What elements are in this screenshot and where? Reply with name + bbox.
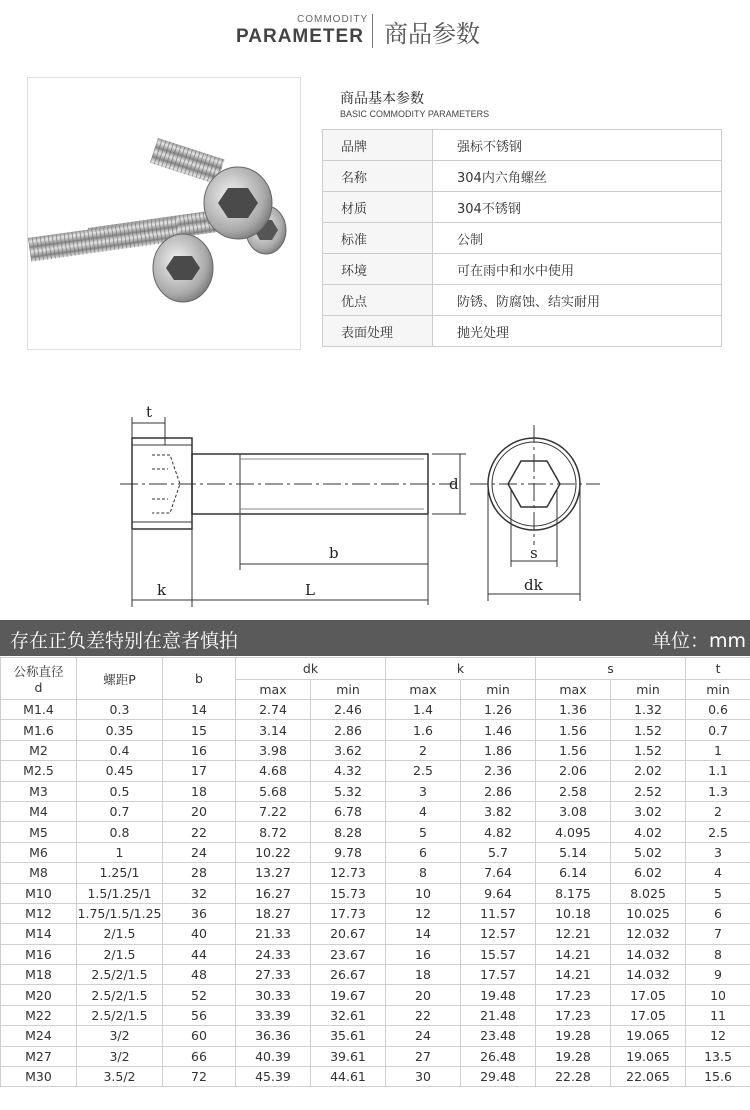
- table-cell: M8: [1, 863, 77, 883]
- table-row: [1, 740, 750, 760]
- table-cell: 3.02: [611, 801, 686, 821]
- table-cell: 0.6: [686, 700, 750, 720]
- table-cell: 52: [163, 985, 236, 1005]
- table-cell: 3: [386, 781, 461, 801]
- table-cell: 12.57: [461, 924, 536, 944]
- basic-param-value: 304内六角螺丝: [433, 161, 722, 192]
- basic-param-value: 抛光处理: [433, 316, 722, 347]
- basic-param-key: 优点: [323, 285, 433, 316]
- table-cell: 32.61: [311, 1005, 386, 1025]
- header-cn-title: 商品参数: [384, 20, 480, 48]
- table-cell: 12.73: [311, 863, 386, 883]
- basic-param-value: 防锈、防腐蚀、结实耐用: [433, 285, 722, 316]
- table-cell: 22: [386, 1005, 461, 1025]
- table-cell: 18.27: [236, 903, 311, 923]
- table-cell: 4.68: [236, 761, 311, 781]
- table-cell: 1.25/1: [77, 863, 163, 883]
- table-cell: M10: [1, 883, 77, 903]
- table-cell: 1.1: [686, 761, 750, 781]
- table-cell: 1.32: [611, 700, 686, 720]
- table-cell: 8.175: [536, 883, 611, 903]
- table-cell: 6.02: [611, 863, 686, 883]
- table-cell: 15.73: [311, 883, 386, 903]
- table-cell: 22.28: [536, 1067, 611, 1087]
- table-cell: M18: [1, 965, 77, 985]
- table-row: [1, 944, 750, 964]
- table-cell: 1.56: [536, 740, 611, 760]
- table-cell: 0.7: [77, 801, 163, 821]
- table-cell: 4.02: [611, 822, 686, 842]
- header-en-title: PARAMETER: [236, 26, 364, 47]
- dim-label-d: d: [449, 475, 459, 493]
- table-cell: 18: [386, 965, 461, 985]
- table-cell: 1: [686, 740, 750, 760]
- table-row: [1, 924, 750, 944]
- dim-label-dk: dk: [524, 576, 543, 594]
- table-cell: 10.22: [236, 842, 311, 862]
- dim-label-s: s: [530, 544, 538, 562]
- basic-param-row: [323, 192, 722, 223]
- table-row: [1, 720, 750, 740]
- table-cell: 40: [163, 924, 236, 944]
- table-cell: 24: [163, 842, 236, 862]
- table-cell: 26.48: [461, 1046, 536, 1066]
- table-cell: 8.72: [236, 822, 311, 842]
- col-s-max: max: [536, 680, 611, 700]
- table-cell: 21.33: [236, 924, 311, 944]
- table-cell: 7.64: [461, 863, 536, 883]
- table-cell: 12: [686, 1026, 750, 1046]
- table-row: [1, 822, 750, 842]
- table-cell: 19.48: [461, 985, 536, 1005]
- basic-param-key: 材质: [323, 192, 433, 223]
- table-row: [1, 1005, 750, 1025]
- table-cell: 16.27: [236, 883, 311, 903]
- table-cell: 1.4: [386, 700, 461, 720]
- table-cell: 3/2: [77, 1026, 163, 1046]
- table-cell: 24: [386, 1026, 461, 1046]
- table-cell: 3.14: [236, 720, 311, 740]
- table-row: [1, 1067, 750, 1087]
- table-cell: 24.33: [236, 944, 311, 964]
- basic-param-value: 公制: [433, 223, 722, 254]
- table-cell: 2.5/2/1.5: [77, 1005, 163, 1025]
- table-cell: M5: [1, 822, 77, 842]
- table-cell: 1.3: [686, 781, 750, 801]
- table-cell: 1.5/1.25/1: [77, 883, 163, 903]
- table-cell: 5.68: [236, 781, 311, 801]
- table-cell: 3/2: [77, 1046, 163, 1066]
- table-cell: 14.032: [611, 965, 686, 985]
- table-cell: 18: [163, 781, 236, 801]
- table-cell: 56: [163, 1005, 236, 1025]
- table-cell: 12: [386, 903, 461, 923]
- basic-param-value: 强标不锈钢: [433, 130, 722, 161]
- table-cell: 2.5: [686, 822, 750, 842]
- table-cell: 60: [163, 1026, 236, 1046]
- table-cell: 30.33: [236, 985, 311, 1005]
- table-cell: 36.36: [236, 1026, 311, 1046]
- table-cell: 36: [163, 903, 236, 923]
- table-cell: 6.78: [311, 801, 386, 821]
- table-cell: M2.5: [1, 761, 77, 781]
- col-s-min: min: [611, 680, 686, 700]
- table-cell: 8.28: [311, 822, 386, 842]
- table-cell: 3.08: [536, 801, 611, 821]
- basic-params-subtitle: BASIC COMMODITY PARAMETERS: [340, 109, 490, 119]
- table-cell: 44: [163, 944, 236, 964]
- table-cell: 5.14: [536, 842, 611, 862]
- spec-table: [0, 657, 750, 1087]
- table-cell: M16: [1, 944, 77, 964]
- table-cell: 1.36: [536, 700, 611, 720]
- table-cell: 17: [163, 761, 236, 781]
- table-cell: 19.28: [536, 1046, 611, 1066]
- col-k-max: max: [386, 680, 461, 700]
- table-cell: 16: [386, 944, 461, 964]
- table-cell: 33.39: [236, 1005, 311, 1025]
- table-cell: 2.5/2/1.5: [77, 985, 163, 1005]
- table-cell: 0.7: [686, 720, 750, 740]
- table-cell: 1.56: [536, 720, 611, 740]
- header-en-small: COMMODITY: [297, 14, 369, 25]
- table-cell: 72: [163, 1067, 236, 1087]
- table-cell: 8: [386, 863, 461, 883]
- table-cell: 2.36: [461, 761, 536, 781]
- table-cell: 19.065: [611, 1026, 686, 1046]
- table-cell: 6.14: [536, 863, 611, 883]
- table-row: [1, 1026, 750, 1046]
- table-cell: 1.6: [386, 720, 461, 740]
- table-cell: 4: [386, 801, 461, 821]
- table-cell: 48: [163, 965, 236, 985]
- screw-dimension-diagram-icon: [0, 395, 750, 615]
- table-cell: 2: [686, 801, 750, 821]
- table-cell: 19.28: [536, 1026, 611, 1046]
- table-cell: 4.095: [536, 822, 611, 842]
- table-cell: 1.86: [461, 740, 536, 760]
- table-cell: 21.48: [461, 1005, 536, 1025]
- table-cell: 10.025: [611, 903, 686, 923]
- table-cell: 14: [386, 924, 461, 944]
- basic-param-key: 标准: [323, 223, 433, 254]
- table-cell: 10: [386, 883, 461, 903]
- table-cell: 19.67: [311, 985, 386, 1005]
- basic-param-value: 304不锈钢: [433, 192, 722, 223]
- table-cell: 5: [686, 883, 750, 903]
- table-cell: 1.75/1.5/1.25: [77, 903, 163, 923]
- tolerance-notice: 存在正负差特别在意者慎拍: [10, 630, 239, 652]
- table-cell: 27: [386, 1046, 461, 1066]
- basic-param-row: [323, 130, 722, 161]
- table-cell: 66: [163, 1046, 236, 1066]
- table-cell: 4: [686, 863, 750, 883]
- table-cell: 20: [163, 801, 236, 821]
- table-cell: M22: [1, 1005, 77, 1025]
- table-cell: 14.21: [536, 965, 611, 985]
- table-cell: 23.67: [311, 944, 386, 964]
- table-cell: 3.98: [236, 740, 311, 760]
- table-cell: 10.18: [536, 903, 611, 923]
- table-cell: 0.4: [77, 740, 163, 760]
- table-row: [1, 761, 750, 781]
- table-cell: 14.032: [611, 944, 686, 964]
- table-cell: M4: [1, 801, 77, 821]
- basic-param-key: 表面处理: [323, 316, 433, 347]
- table-cell: M6: [1, 842, 77, 862]
- basic-param-row: [323, 223, 722, 254]
- basic-param-key: 品牌: [323, 130, 433, 161]
- table-cell: 17.23: [536, 985, 611, 1005]
- table-cell: 8.025: [611, 883, 686, 903]
- table-cell: 5.02: [611, 842, 686, 862]
- table-cell: 9.64: [461, 883, 536, 903]
- table-cell: M27: [1, 1046, 77, 1066]
- table-cell: 14: [163, 700, 236, 720]
- notice-bar: [0, 620, 750, 656]
- table-cell: 35.61: [311, 1026, 386, 1046]
- table-cell: 2.74: [236, 700, 311, 720]
- table-cell: M12: [1, 903, 77, 923]
- table-row: [1, 863, 750, 883]
- table-cell: 2.86: [461, 781, 536, 801]
- table-cell: 40.39: [236, 1046, 311, 1066]
- product-photo: [27, 77, 301, 350]
- table-row: [1, 903, 750, 923]
- table-cell: 3.62: [311, 740, 386, 760]
- table-cell: M2: [1, 740, 77, 760]
- col-s: s: [536, 658, 686, 680]
- table-cell: 2/1.5: [77, 944, 163, 964]
- technical-drawing: [0, 395, 750, 615]
- table-cell: 5.7: [461, 842, 536, 862]
- dim-label-L: L: [305, 581, 315, 599]
- table-cell: M1.6: [1, 720, 77, 740]
- unit-label: 单位：mm: [651, 630, 746, 652]
- basic-params-table: [322, 129, 722, 347]
- table-cell: 20: [386, 985, 461, 1005]
- table-cell: 0.35: [77, 720, 163, 740]
- table-cell: 15.57: [461, 944, 536, 964]
- table-cell: 30: [386, 1067, 461, 1087]
- table-cell: 11: [686, 1005, 750, 1025]
- table-cell: 2.06: [536, 761, 611, 781]
- basic-param-row: [323, 285, 722, 316]
- col-pitch: 螺距P: [77, 658, 163, 700]
- table-cell: 39.61: [311, 1046, 386, 1066]
- table-cell: 17.57: [461, 965, 536, 985]
- col-k: k: [386, 658, 536, 680]
- table-cell: M3: [1, 781, 77, 801]
- table-cell: 1.52: [611, 740, 686, 760]
- table-cell: 1.52: [611, 720, 686, 740]
- table-cell: 9.78: [311, 842, 386, 862]
- table-cell: 12.21: [536, 924, 611, 944]
- table-cell: 10: [686, 985, 750, 1005]
- table-cell: 2.52: [611, 781, 686, 801]
- col-t-min: min: [686, 680, 750, 700]
- table-row: [1, 1046, 750, 1066]
- table-cell: 2.58: [536, 781, 611, 801]
- table-cell: 2.5/2/1.5: [77, 965, 163, 985]
- table-cell: 29.48: [461, 1067, 536, 1087]
- table-cell: 1.26: [461, 700, 536, 720]
- table-cell: 14.21: [536, 944, 611, 964]
- table-cell: 3.5/2: [77, 1067, 163, 1087]
- table-cell: 3.82: [461, 801, 536, 821]
- table-cell: 28: [163, 863, 236, 883]
- table-cell: 44.61: [311, 1067, 386, 1087]
- table-cell: 1.46: [461, 720, 536, 740]
- basic-param-key: 名称: [323, 161, 433, 192]
- dim-label-k: k: [157, 581, 167, 599]
- table-cell: 26.67: [311, 965, 386, 985]
- table-cell: 32: [163, 883, 236, 903]
- table-cell: 2/1.5: [77, 924, 163, 944]
- basic-params-title: 商品基本参数: [340, 91, 424, 107]
- table-cell: 9: [686, 965, 750, 985]
- table-cell: 17.73: [311, 903, 386, 923]
- basic-param-value: 可在雨中和水中使用: [433, 254, 722, 285]
- table-row: [1, 985, 750, 1005]
- dim-label-t: t: [146, 403, 153, 421]
- table-row: [1, 801, 750, 821]
- table-cell: 45.39: [236, 1067, 311, 1087]
- col-dk: dk: [236, 658, 386, 680]
- table-cell: 11.57: [461, 903, 536, 923]
- table-cell: 13.5: [686, 1046, 750, 1066]
- table-row: [1, 965, 750, 985]
- table-cell: 15: [163, 720, 236, 740]
- table-cell: 2: [386, 740, 461, 760]
- basic-param-row: [323, 254, 722, 285]
- table-cell: 16: [163, 740, 236, 760]
- table-cell: 22: [163, 822, 236, 842]
- table-row: [1, 842, 750, 862]
- table-cell: 20.67: [311, 924, 386, 944]
- table-row: [1, 700, 750, 720]
- table-cell: 12.032: [611, 924, 686, 944]
- table-cell: 17.23: [536, 1005, 611, 1025]
- table-cell: 5: [386, 822, 461, 842]
- col-dk-max: max: [236, 680, 311, 700]
- table-cell: 7: [686, 924, 750, 944]
- table-cell: 22.065: [611, 1067, 686, 1087]
- col-b: b: [163, 658, 236, 700]
- table-cell: 3: [686, 842, 750, 862]
- table-cell: 0.5: [77, 781, 163, 801]
- table-cell: 6: [686, 903, 750, 923]
- header-divider: [372, 14, 373, 48]
- table-cell: 15.6: [686, 1067, 750, 1087]
- table-cell: 0.45: [77, 761, 163, 781]
- basic-param-key: 环境: [323, 254, 433, 285]
- table-cell: 23.48: [461, 1026, 536, 1046]
- table-cell: M20: [1, 985, 77, 1005]
- col-k-min: min: [461, 680, 536, 700]
- table-cell: 8: [686, 944, 750, 964]
- table-cell: 5.32: [311, 781, 386, 801]
- col-dk-min: min: [311, 680, 386, 700]
- screws-photo-icon: [28, 78, 300, 349]
- table-row: [1, 781, 750, 801]
- table-cell: 19.065: [611, 1046, 686, 1066]
- table-cell: M14: [1, 924, 77, 944]
- table-cell: 2.02: [611, 761, 686, 781]
- page-header: [0, 0, 750, 60]
- table-cell: 1: [77, 842, 163, 862]
- table-cell: 6: [386, 842, 461, 862]
- table-cell: 4.32: [311, 761, 386, 781]
- table-cell: 17.05: [611, 1005, 686, 1025]
- col-nominal: 公称直径 d: [1, 658, 77, 700]
- table-cell: 27.33: [236, 965, 311, 985]
- table-cell: 2.46: [311, 700, 386, 720]
- table-cell: 13.27: [236, 863, 311, 883]
- basic-param-row: [323, 316, 722, 347]
- table-cell: 0.3: [77, 700, 163, 720]
- table-cell: M30: [1, 1067, 77, 1087]
- table-cell: M24: [1, 1026, 77, 1046]
- table-cell: M1.4: [1, 700, 77, 720]
- dim-label-b: b: [329, 544, 339, 562]
- basic-param-row: [323, 161, 722, 192]
- table-cell: 2.5: [386, 761, 461, 781]
- table-cell: 17.05: [611, 985, 686, 1005]
- table-cell: 4.82: [461, 822, 536, 842]
- table-cell: 7.22: [236, 801, 311, 821]
- table-cell: 0.8: [77, 822, 163, 842]
- col-t: t: [686, 658, 750, 680]
- table-row: [1, 883, 750, 903]
- table-cell: 2.86: [311, 720, 386, 740]
